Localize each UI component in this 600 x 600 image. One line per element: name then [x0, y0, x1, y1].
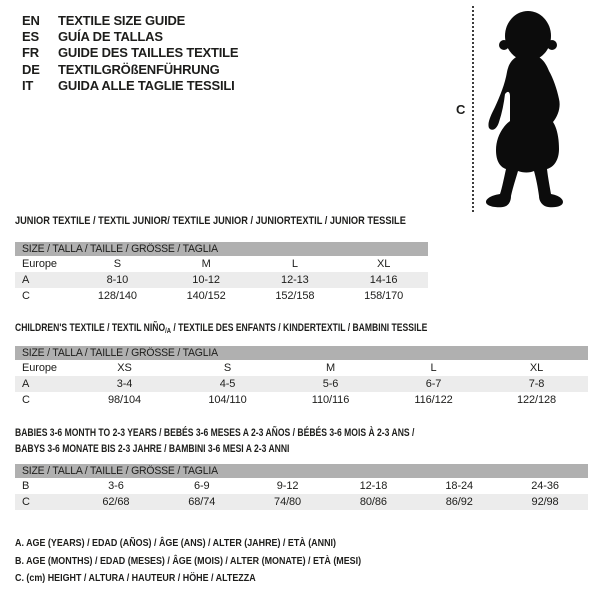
table-cell: XS [117, 362, 132, 374]
table-cell: S [223, 362, 232, 374]
lang-title: TEXTILGRÖßENFÜHRUNG [58, 61, 220, 77]
table-cell: 9-12 [276, 480, 299, 492]
lang-row-fr [22, 45, 238, 61]
children-table [15, 360, 588, 408]
table-cell: 3-4 [116, 378, 133, 390]
legend-notes [15, 535, 422, 588]
children-title-pre: CHILDREN'S TEXTILE / TEXTIL NIÑO [15, 322, 166, 334]
lang-code: ES [22, 29, 39, 45]
babies-size-table [15, 464, 588, 510]
table-cell: 68/74 [188, 496, 216, 508]
size-header-label: SIZE / TALLA / TAILLE / GRÖSSE / TAGLIA [22, 465, 218, 477]
table-cell: 92/98 [531, 496, 559, 508]
lang-code: FR [22, 45, 39, 61]
babies-title-line-1: BABIES 3-6 MONTH TO 2-3 YEARS / BEBÉS 3-6 MESES A 2-3 AÑOS / BÉBÉS 3-6 MOIS À 2-3 ANS / [15, 427, 415, 439]
junior-section-title: JUNIOR TEXTILE / TEXTIL JUNIOR/ TEXTILE JUNIOR / JUNIORTEXTIL / JUNIOR TESSILE [15, 215, 406, 227]
children-size-header-bar [15, 346, 588, 360]
table-cell: M [201, 258, 211, 270]
children-section-title [15, 322, 427, 335]
row-label: Europe [22, 362, 57, 374]
row-label: A [22, 378, 30, 390]
language-header [22, 13, 238, 94]
table-cell: 4-5 [219, 378, 236, 390]
lang-title: GUIDA ALLE TAGLIE TESSILI [58, 77, 235, 93]
table-cell: 8-10 [106, 274, 129, 286]
junior-size-table [15, 242, 428, 304]
lang-title: GUÍA DE TALLAS [58, 29, 163, 45]
note-b: B. AGE (MONTHS) / EDAD (MESES) / ÂGE (MOIS) / ALTER (MONATE) / ETÀ (MESI) [15, 554, 362, 567]
row-label: C [22, 394, 30, 406]
table-cell: 6-9 [193, 480, 210, 492]
table-row [15, 478, 588, 494]
lang-title: GUIDE DES TAILLES TEXTILE [58, 45, 239, 61]
babies-table [15, 478, 588, 510]
table-cell: 5-6 [322, 378, 339, 390]
table-cell: 24-36 [531, 480, 559, 492]
table-cell: 128/140 [97, 290, 137, 302]
row-label: C [22, 496, 30, 508]
table-cell: L [430, 362, 437, 374]
table-row [15, 288, 428, 304]
table-cell: 110/116 [311, 394, 350, 406]
table-cell: 6-7 [425, 378, 442, 390]
note-c: C. (cm) HEIGHT / ALTURA / HAUTEUR / HÖHE / ALTEZZA [15, 572, 256, 584]
table-cell: 122/128 [516, 394, 557, 406]
table-cell: 12-18 [359, 480, 388, 492]
table-cell: 12-13 [281, 274, 309, 286]
children-size-table [15, 346, 588, 408]
table-cell: XL [529, 362, 544, 374]
table-cell: L [291, 258, 298, 270]
table-cell: 10-12 [192, 274, 220, 286]
row-label: A [22, 274, 30, 286]
table-cell: 14-16 [369, 274, 398, 286]
table-row [15, 360, 588, 376]
table-row [15, 494, 588, 510]
lang-row-de [22, 62, 238, 78]
table-cell: 98/104 [107, 394, 142, 406]
table-cell: 104/110 [208, 394, 247, 406]
lang-row-es [22, 29, 238, 45]
children-title-post: / TEXTILE DES ENFANTS / KINDERTEXTIL / BAMBINI TESSILE [170, 322, 428, 334]
lang-row-en [22, 13, 238, 29]
lang-title: TEXTILE SIZE GUIDE [58, 13, 186, 28]
table-cell: 3-6 [108, 480, 124, 492]
table-cell: 62/68 [102, 496, 130, 508]
row-label: C [22, 290, 30, 302]
note-a: A. AGE (YEARS) / EDAD (AÑOS) / ÂGE (ANS) / ALTER (JAHRE) / ETÀ (ANNI) [15, 537, 336, 549]
babies-title-line-2: BABYS 3-6 MONATE BIS 2-3 JAHRE / BAMBINI 3-6 MESI A 2-3 ANNI [15, 443, 290, 455]
babies-size-header-bar [15, 464, 588, 478]
table-cell: S [113, 258, 121, 270]
size-header-label: SIZE / TALLA / TAILLE / GRÖSSE / TAGLIA [22, 243, 218, 255]
row-label: B [22, 480, 30, 492]
table-cell: 86/92 [445, 496, 473, 508]
table-row [15, 272, 428, 288]
table-cell: 140/152 [186, 290, 226, 302]
row-label: Europe [22, 258, 57, 270]
table-cell: 158/170 [364, 290, 404, 302]
table-row [15, 256, 428, 272]
size-header-label: SIZE / TALLA / TAILLE / GRÖSSE / TAGLIA [22, 347, 218, 359]
table-cell: XL [376, 258, 391, 270]
table-cell: M [325, 362, 336, 374]
table-cell: 74/80 [274, 496, 302, 508]
junior-table [15, 256, 428, 304]
table-cell: 152/158 [275, 290, 315, 302]
height-measure-label: C [456, 102, 466, 117]
table-cell: 18-24 [445, 480, 474, 492]
baby-silhouette-image [470, 4, 590, 210]
table-row [15, 376, 588, 392]
table-cell: 116/122 [414, 394, 453, 406]
table-row [15, 392, 588, 408]
babies-section-title [15, 425, 414, 457]
table-cell: 80/86 [359, 496, 387, 508]
lang-row-it [22, 78, 238, 94]
junior-size-header-bar [15, 242, 428, 256]
table-cell: 7-8 [528, 378, 545, 390]
children-title-subscript: /A [165, 326, 171, 335]
lang-code: DE [22, 61, 40, 77]
lang-code: EN [22, 13, 40, 28]
lang-code: IT [22, 77, 34, 93]
